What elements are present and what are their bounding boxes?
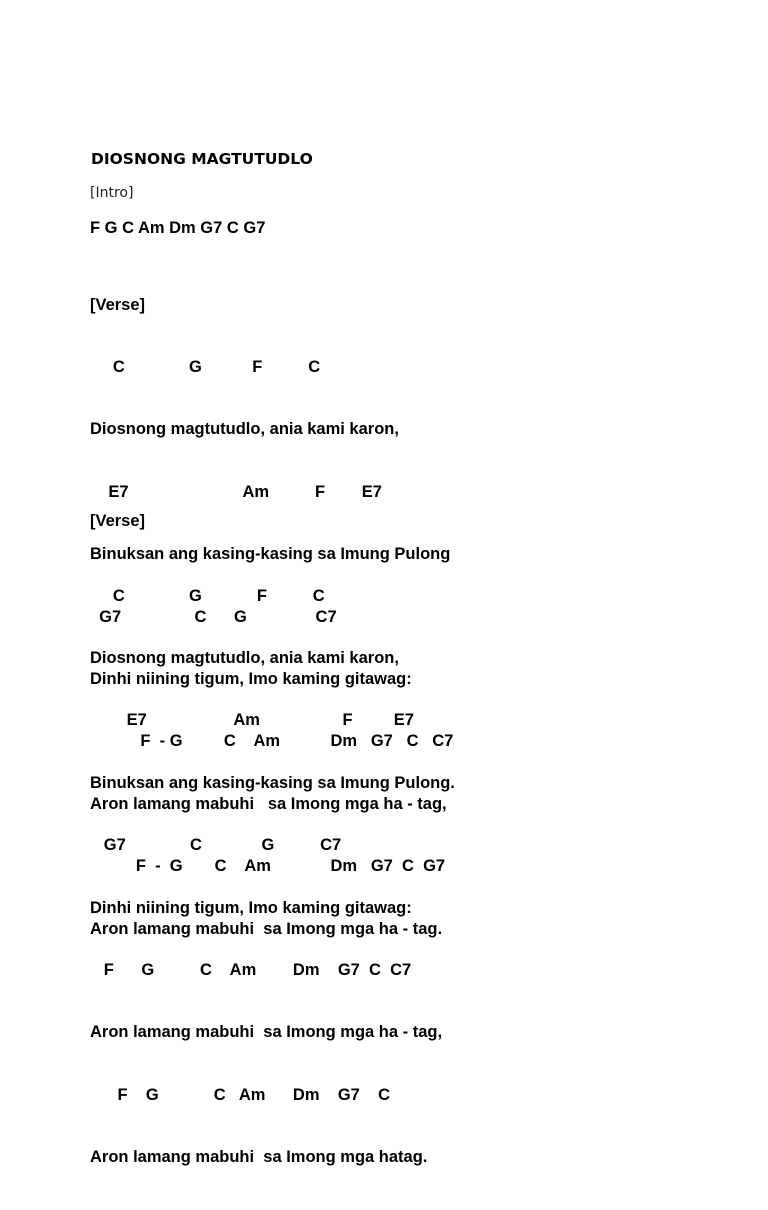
verse-2-chord-line: C G F C — [90, 586, 325, 605]
verse-2-lyric-line: Diosnong magtutudlo, ania kami karon, — [90, 648, 399, 667]
song-title: DIOSNONG MAGTUTUDLO — [91, 150, 313, 168]
verse-1-lyric-line: Dinhi niining tigum, Imo kaming gitawag: — [90, 669, 412, 688]
verse-1-chord-line: C G F C — [90, 357, 321, 376]
verse-1-chord-line: E7 Am F E7 — [90, 482, 382, 501]
verse-2-lyric-line: Aron lamang mabuhi sa Imong mga hatag. — [90, 1148, 428, 1167]
intro-label: [Intro] — [90, 185, 134, 201]
verse-2-chord-line: E7 Am F E7 — [90, 711, 414, 730]
verse-2-lyric-line: Binuksan ang kasing-kasing sa Imung Pulong. — [90, 773, 455, 792]
verse-1-lyric-line: Aron lamang mabuhi sa Imong mga ha - tag, — [90, 794, 447, 813]
verse-1-lyric-line: Aron lamang mabuhi sa Imong mga ha - tag. — [90, 919, 443, 938]
verse-1-lyric-line: Binuksan ang kasing-kasing sa Imung Pulong — [90, 545, 451, 564]
intro-chords: F G C Am Dm G7 C G7 — [90, 219, 266, 237]
verse-1-label: [Verse] — [90, 295, 146, 314]
verse-2-chord-line: F G C Am Dm G7 C C7 — [90, 960, 412, 979]
verse-1-chord-line: F - G C Am Dm G7 C C7 — [90, 732, 454, 751]
verse-1-chord-line: G7 C G C7 — [90, 607, 337, 626]
verse-2 — [90, 544, 455, 1210]
verse-2-lyric-line: Dinhi niining tigum, Imo kaming gitawag: — [90, 898, 412, 917]
verse-1-chord-line: F - G C Am Dm G7 C G7 — [90, 857, 446, 876]
verse-2-lyric-line: Aron lamang mabuhi sa Imong mga ha - tag, — [90, 1023, 443, 1042]
verse-2-label: [Verse] — [90, 512, 146, 530]
verse-1-lyric-line: Diosnong magtutudlo, ania kami karon, — [90, 420, 399, 439]
verse-2-chord-line: F G C Am Dm G7 C — [90, 1085, 391, 1104]
verse-2-chord-line: G7 C G C7 — [90, 836, 342, 855]
